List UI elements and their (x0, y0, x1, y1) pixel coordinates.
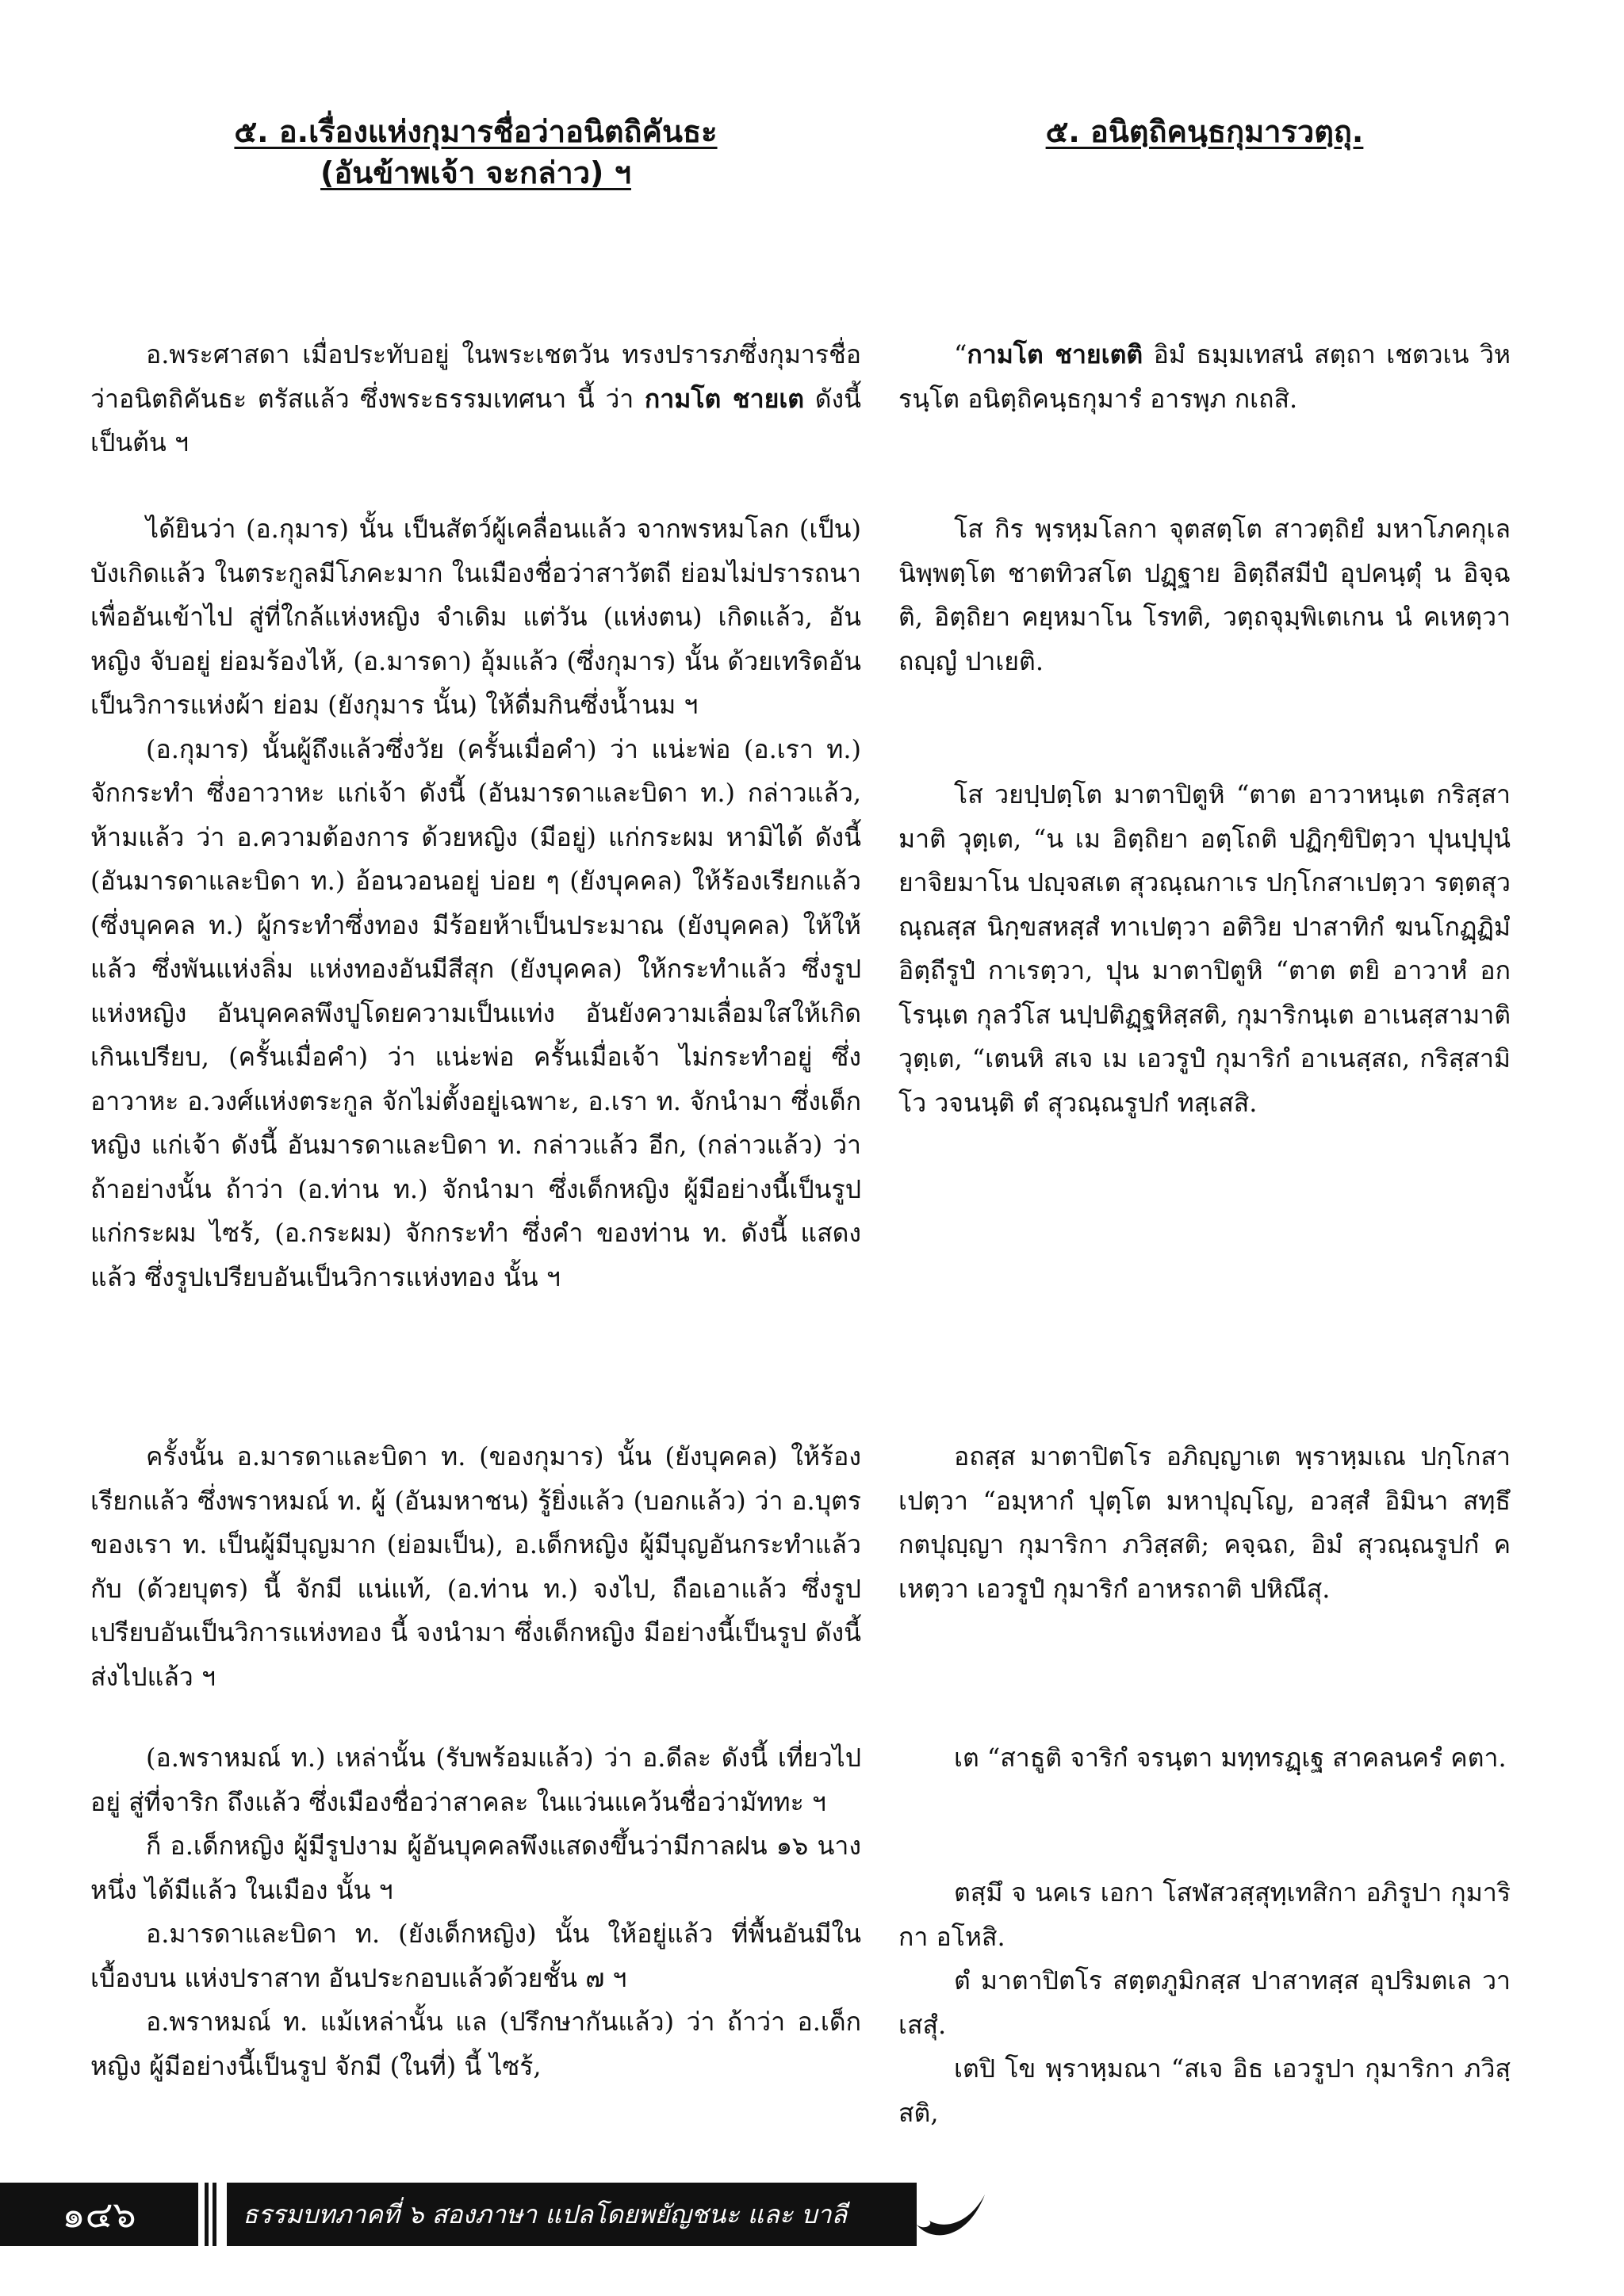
left-heading (90, 111, 861, 193)
left-paragraph (90, 333, 861, 465)
bold-term: กามโต ชายเต (644, 383, 805, 414)
page-number: ๑๔๖ (0, 2183, 198, 2246)
footer-book-title: ธรรมบทภาคที่ ๖ สองภาษา แปลโดยพยัญชนะ และ บาลี (227, 2183, 917, 2246)
text-run: ดังนี้เป็นต้น ฯ (90, 383, 861, 457)
right-paragraph: โส กิร พฺรหฺมโลกา จุตสตฺโต สาวตฺถิยํ มหาโภคกุเล นิพฺพตฺโต ชาตทิวสโต ปฏฺฐาย อิตฺถีสมีปํ อุปคนฺตุํ น อิจฺฉติ, อิตฺถิยา คยฺหมาโน โรทติ, วตฺถจุมฺพิเตเกน นํ คเหตฺวา ถญฺญํ ปาเยติ. (898, 514, 1511, 676)
right-block-1 (898, 333, 1511, 421)
left-paragraph: (อ.พราหมณ์ ท.) เหล่านั้น (รับพร้อมแล้ว) ว่า อ.ดีละ ดังนี้ เที่ยวไปอยู่ สู่ที่จาริก ถึงแล้ว ซึ่งเมืองชื่อว่าสาคละ ในแว่นแคว้นชื่อว่ามัททะ ฯ (90, 1743, 861, 1817)
left-paragraph: ได้ยินว่า (อ.กุมาร) นั้น เป็นสัตว์ผู้เคลื่อนแล้ว จากพรหมโลก (เป็น) บังเกิดแล้ว ในตระกูลมีโภคะมาก ในเมืองชื่อว่าสาวัตถี ย่อมไม่ปรารถนา เพื่ออันเข้าไป สู่ที่ใกล้แห่งหญิง จำเดิม แต่วัน (แห่งตน) เกิดแล้ว, อันหญิง จับอยู่ ย่อมร้องไห้, (อ.มารดา) อุ้มแล้ว (ซึ่งกุมาร) นั้น ด้วยเทริดอันเป็นวิการแห่งผ้า ย่อม (ยังกุมาร นั้น) ให้ดื่มกินซึ่งน้ำนม ฯ (90, 514, 861, 720)
right-block-3 (898, 773, 1511, 1125)
right-block-6 (898, 1871, 1511, 2135)
right-paragraph: ตํ มาตาปิตโร สตฺตภูมิกสฺส ปาสาทสฺส อุปริมตเล วาเสสุํ. (898, 1965, 1511, 2040)
left-block-1 (90, 333, 861, 465)
right-block-5 (898, 1736, 1511, 1781)
text-run: อิมํ ธมฺมเทสนํ สตฺถา เชตวเน วิหรนฺโต อนิตฺถิคนฺธกุมารํ อารพฺภ กเถสิ. (898, 339, 1511, 414)
right-paragraph: เตปิ โข พฺราหฺมณา “สเจ อิธ เอวรูปา กุมาริกา ภวิสฺสติ, (898, 2053, 1511, 2128)
right-paragraph: โส วยปฺปตฺโต มาตาปิตูหิ “ตาต อาวาหนฺเต กริสฺสามาติ วุตฺเต, “น เม อิตฺถิยา อตฺโถติ ปฏิกฺขิปิตฺวา ปุนปฺปุนํ ยาจิยมาโน ปญฺจสเต สุวณฺณกาเร ปกฺโกสาเปตฺวา รตฺตสุวณฺณสฺส นิกฺขสหสฺสํ ทาเปตฺวา อติวิย ปาสาทิกํ ฆนโกฏฺฏิมํ อิตฺถีรูปํ กาเรตฺวา, ปุน มาตาปิตูหิ “ตาต ตยิ อาวาหํ อกโรนฺเต กุลวํโส นปฺปติฏฺฐหิสฺสติ, กุมาริกนฺเต อาเนสฺสามาติ วุตฺเต, “เตนหิ สเจ เม เอวรูปํ กุมาริกํ อาเนสฺสถ, กริสฺสามิ โว วจนนฺติ ตํ สุวณฺณรูปกํ ทสฺเสสิ. (898, 779, 1511, 1118)
right-paragraph: เต “สาธูติ จาริกํ จรนฺตา มทฺทรฏฺเฐ สาคลนครํ คตา. (954, 1743, 1507, 1773)
footer-divider-bars (205, 2183, 220, 2246)
text-run: อ.พระศาสดา เมื่อประทับอยู่ ในพระเชตวัน ทรงปรารภซึ่งกุมารชื่อว่าอนิตถิคันธะ ตรัสแล้ว ซึ่งพระธรรมเทศนา นี้ ว่า (90, 339, 861, 414)
left-paragraph: อ.พราหมณ์ ท. แม้เหล่านั้น แล (ปรึกษากันแล้ว) ว่า ถ้าว่า อ.เด็กหญิง ผู้มีอย่างนี้เป็นรูป จักมี (ในที่) นี้ ไซร้, (90, 2007, 861, 2081)
right-heading: ๕. อนิตฺถิคนฺธกุมารวตฺถุ. (1045, 114, 1364, 149)
left-block-2 (90, 507, 861, 1299)
left-block-3 (90, 1435, 861, 1699)
left-paragraph: อ.มารดาและบิดา ท. (ยังเด็กหญิง) นั้น ให้อยู่แล้ว ที่พื้นอันมีในเบื้องบน แห่งปราสาท อันประกอบแล้วด้วยชั้น ๗ ฯ (90, 1919, 861, 1993)
right-block-4 (898, 1435, 1511, 1611)
left-paragraph: ก็ อ.เด็กหญิง ผู้มีรูปงาม ผู้อันบุคคลพึงแสดงขึ้นว่ามีกาลฝน ๑๖ นางหนึ่ง ได้มีแล้ว ในเมือง นั้น ฯ (90, 1831, 861, 1905)
right-paragraph (898, 333, 1511, 421)
left-paragraph: ครั้งนั้น อ.มารดาและบิดา ท. (ของกุมาร) นั้น (ยังบุคคล) ให้ร้องเรียกแล้ว ซึ่งพราหมณ์ ท. ผู้ (อันมหาชน) รู้ยิ่งแล้ว (บอกแล้ว) ว่า อ.บุตร ของเรา ท. เป็นผู้มีบุญมาก (ย่อมเป็น), อ.เด็กหญิง ผู้มีบุญอันกระทำแล้ว กับ (ด้วยบุตร) นี้ จักมี แน่แท้, (อ.ท่าน ท.) จงไป, ถือเอาแล้ว ซึ่งรูปเปรียบอันเป็นวิการแห่งทอง นี้ จงนำมา ซึ่งเด็กหญิง มีอย่างนี้เป็นรูป ดังนี้ ส่งไปแล้ว ฯ (90, 1441, 861, 1692)
footer-ornament-icon (912, 2188, 991, 2244)
page-footer (0, 2183, 920, 2246)
left-block-4 (90, 1736, 861, 2088)
right-paragraph: อถสฺส มาตาปิตโร อภิญฺญาเต พฺราหฺมเณ ปกฺโกสาเปตฺวา “อมฺหากํ ปุตฺโต มหาปุญฺโญ, อวสฺสํ อิมินา สทฺธึ กตปุญฺญา กุมาริกา ภวิสฺสติ; คจฺฉถ, อิมํ สุวณฺณรูปกํ คเหตฺวา เอวรูปํ กุมาริกํ อาหรถาติ ปหิณึสุ. (898, 1441, 1511, 1604)
right-paragraph: ตสฺมึ จ นคเร เอกา โสฬสวสฺสุทฺเทสิกา อภิรูปา กุมาริกา อโหสิ. (898, 1877, 1511, 1952)
bold-term: กามโต ชายเตติ (967, 339, 1143, 369)
text-run: “ (954, 339, 967, 369)
left-heading-line1: ๕. อ.เรื่องแห่งกุมารชื่อว่าอนิตถิคันธะ (234, 114, 718, 149)
right-block-2 (898, 507, 1511, 683)
left-paragraph: (อ.กุมาร) นั้นผู้ถึงแล้วซึ่งวัย (ครั้นเมื่อคำ) ว่า แน่ะพ่อ (อ.เรา ท.) จักกระทำ ซึ่งอาวาหะ แก่เจ้า ดังนี้ (อันมารดาและบิดา ท.) กล่าวแล้ว, ห้ามแล้ว ว่า อ.ความต้องการ ด้วยหญิง (มีอยู่) แก่กระผม หามิได้ ดังนี้ (อันมารดาและบิดา ท.) อ้อนวอนอยู่ บ่อย ๆ (ยังบุคคล) ให้ร้องเรียกแล้ว (ซึ่งบุคคล ท.) ผู้กระทำซึ่งทอง มีร้อยห้าเป็นประมาณ (ยังบุคคล) ให้ให้แล้ว ซึ่งพันแห่งลิ่ม แห่งทองอันมีสีสุก (ยังบุคคล) ให้กระทำแล้ว ซึ่งรูปแห่งหญิง อันบุคคลพึงปูโดยความเป็นแท่ง อันยังความเลื่อมใสให้เกิด เกินเปรียบ, (ครั้นเมื่อคำ) ว่า แน่ะพ่อ ครั้นเมื่อเจ้า ไม่กระทำอยู่ ซึ่งอาวาหะ อ.วงศ์แห่งตระกูล จักไม่ตั้งอยู่เฉพาะ, อ.เรา ท. จักนำมา ซึ่งเด็กหญิง แก่เจ้า ดังนี้ อันมารดาและบิดา ท. กล่าวแล้ว อีก, (กล่าวแล้ว) ว่า ถ้าอย่างนั้น ถ้าว่า (อ.ท่าน ท.) จักนำมา ซึ่งเด็กหญิง ผู้มีอย่างนี้เป็นรูป แก่กระผม ไซร้, (อ.กระผม) จักกระทำ ซึ่งคำ ของท่าน ท. ดังนี้ แสดงแล้ว ซึ่งรูปเปรียบอันเป็นวิการแห่งทอง นั้น ฯ (90, 733, 861, 1292)
left-heading-line2: (อันข้าพเจ้า จะกล่าว) ฯ (320, 155, 631, 190)
